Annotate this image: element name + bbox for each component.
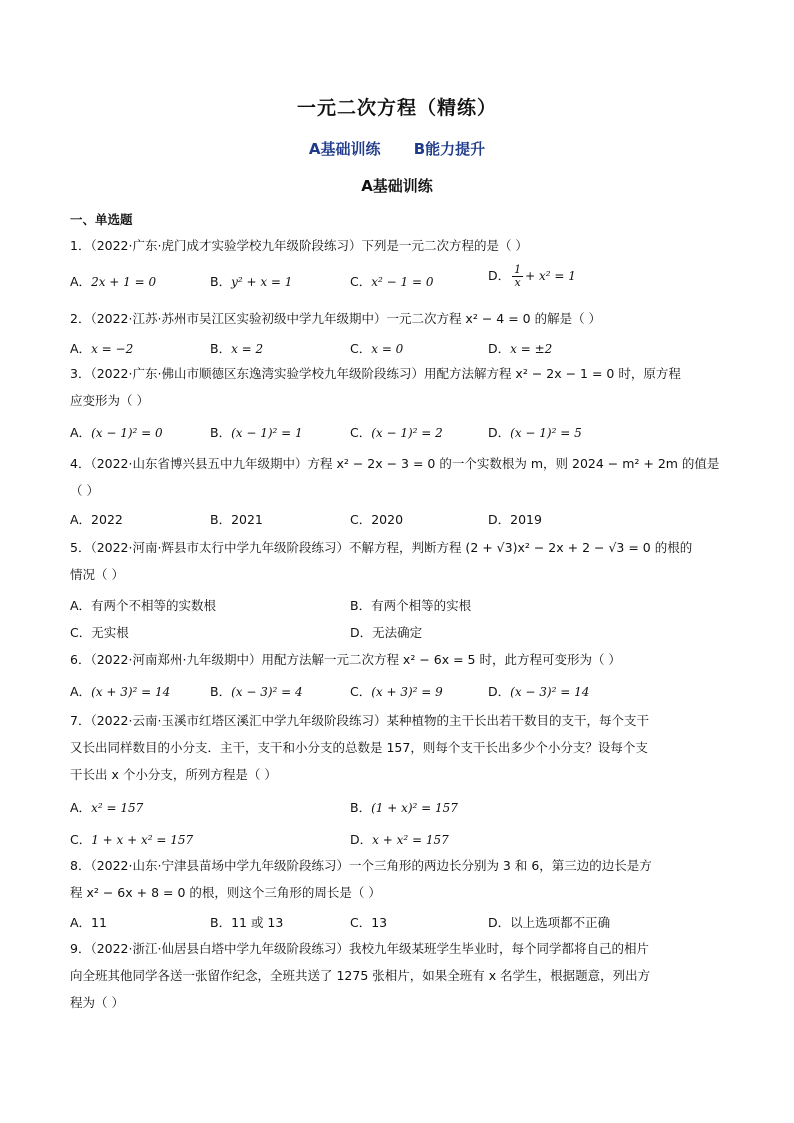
question-2: 2．（2022·江苏·苏州市吴江区实验初级中学九年级期中）一元二次方程 x² − 4 = 0 的解是（ ） — [70, 311, 602, 326]
option-d[interactable]: D．以上选项都不正确 — [488, 915, 611, 930]
option-a[interactable]: A．(x − 1)² = 0 — [70, 425, 163, 440]
option-c[interactable]: C．(x + 3)² = 9 — [350, 684, 443, 699]
option-a[interactable]: A．(x + 3)² = 14 — [70, 684, 171, 699]
option-c[interactable]: C．x² − 1 = 0 — [350, 274, 434, 289]
question-2-options — [70, 339, 724, 361]
option-b[interactable]: B．2021 — [210, 512, 263, 527]
option-a[interactable]: A．有两个不相等的实数根 — [70, 598, 217, 613]
option-b[interactable]: B．(x − 1)² = 1 — [210, 425, 303, 440]
option-c[interactable]: C．(x − 1)² = 2 — [350, 425, 443, 440]
option-d[interactable]: D．x = ±2 — [488, 341, 553, 356]
option-b[interactable]: B．11 或 13 — [210, 915, 284, 930]
option-a[interactable]: A．x = −2 — [70, 341, 134, 356]
question-6: 6．（2022·河南郑州·九年级期中）用配方法解一元二次方程 x² − 6x = 5 时，此方程可变形为（ ） — [70, 652, 621, 667]
question-3: 3．（2022·广东·佛山市顺德区东逸湾实验学校九年级阶段练习）用配方法解方程 x² − 2x − 1 = 0 时，原方程 应变形为（ ） — [70, 366, 681, 408]
option-c[interactable]: C．x = 0 — [350, 341, 404, 356]
option-d[interactable]: D．无法确定 — [350, 625, 423, 640]
question-6-options — [70, 682, 724, 704]
option-b[interactable]: B．y² + x = 1 — [210, 274, 293, 289]
question-text: 1．（2022·广东·虎门成才实验学校九年级阶段练习）下列是一元二次方程的是（ ） — [70, 238, 528, 253]
question-7: 7．（2022·云南·玉溪市红塔区溪汇中学九年级阶段练习）某种植物的主干长出若干数目的支干，每个支干 又长出同样数目的小分支．主干，支干和小分支的总数是 157，则每个支干长出多少个小分支？设每个支 干长出 x 个小分支，所列方程是（ ） — [70, 713, 649, 782]
option-a[interactable]: A．2022 — [70, 512, 123, 527]
option-b[interactable]: B．x = 2 — [210, 341, 264, 356]
question-4-options — [70, 510, 724, 532]
fraction: $\frac{1}{x}$ — [514, 263, 522, 289]
question-7-options-row1 — [70, 798, 724, 820]
option-d[interactable]: D．(x − 3)² = 14 — [488, 684, 590, 699]
option-d[interactable]: D．(x − 1)² = 5 — [488, 425, 582, 440]
option-b[interactable]: B．(x − 3)² = 4 — [210, 684, 303, 699]
section-heading: 一、单选题 — [70, 212, 133, 227]
option-d[interactable]: D．2019 — [488, 512, 542, 527]
question-7-options-row2 — [70, 830, 724, 852]
link-ability-improvement[interactable]: B能力提升 — [413, 140, 486, 158]
question-8: 8．（2022·山东·宁津县苗场中学九年级阶段练习）一个三角形的两边长分别为 3 和 6，第三边的边长是方 程 x² − 6x + 8 = 0 的根，则这个三角形的周长是（ ） — [70, 858, 652, 900]
question-3-options — [70, 423, 724, 445]
question-1-options — [70, 263, 724, 294]
option-b[interactable]: B．有两个相等的实根 — [350, 598, 472, 613]
question-5-options-row2 — [70, 623, 724, 645]
question-4: 4．（2022·山东省博兴县五中九年级期中）方程 x² − 2x − 3 = 0 的一个实数根为 m，则 2024 − m² + 2m 的值是 （ ） — [70, 456, 720, 498]
option-a[interactable]: A．11 — [70, 915, 107, 930]
option-c[interactable]: C．无实根 — [70, 625, 129, 640]
question-1 — [70, 232, 724, 259]
subtitle-links — [0, 138, 794, 159]
page-title: 一元二次方程（精练） — [296, 97, 497, 119]
part-a-heading: A基础训练 — [361, 177, 433, 195]
option-c[interactable]: C．1 + x + x² = 157 — [70, 832, 194, 847]
option-d[interactable]: D． $\frac{1}{x}$ + x² = 1 — [488, 263, 576, 289]
link-basic-training[interactable]: A基础训练 — [308, 140, 381, 158]
question-9: 9．（2022·浙江·仙居县白塔中学九年级阶段练习）我校九年级某班学生毕业时，每个同学都将自己的相片 向全班其他同学各送一张留作纪念，全班共送了 1275 张相片，如果全班有 x 名学生，根据题意，列出方 程为（ ） — [70, 941, 651, 1010]
option-c[interactable]: C．13 — [350, 915, 388, 930]
option-a[interactable]: A．2x + 1 = 0 — [70, 274, 157, 289]
question-8-options — [70, 913, 724, 935]
option-c[interactable]: C．2020 — [350, 512, 404, 527]
option-b[interactable]: B．(1 + x)² = 157 — [350, 800, 458, 815]
question-5-options-row1 — [70, 596, 724, 618]
option-a[interactable]: A．x² = 157 — [70, 800, 144, 815]
option-d[interactable]: D．x + x² = 157 — [350, 832, 449, 847]
question-5: 5．（2022·河南·辉县市太行中学九年级阶段练习）不解方程，判断方程 (2 + √3)x² − 2x + 2 − √3 = 0 的根的 情况（ ） — [70, 540, 693, 582]
